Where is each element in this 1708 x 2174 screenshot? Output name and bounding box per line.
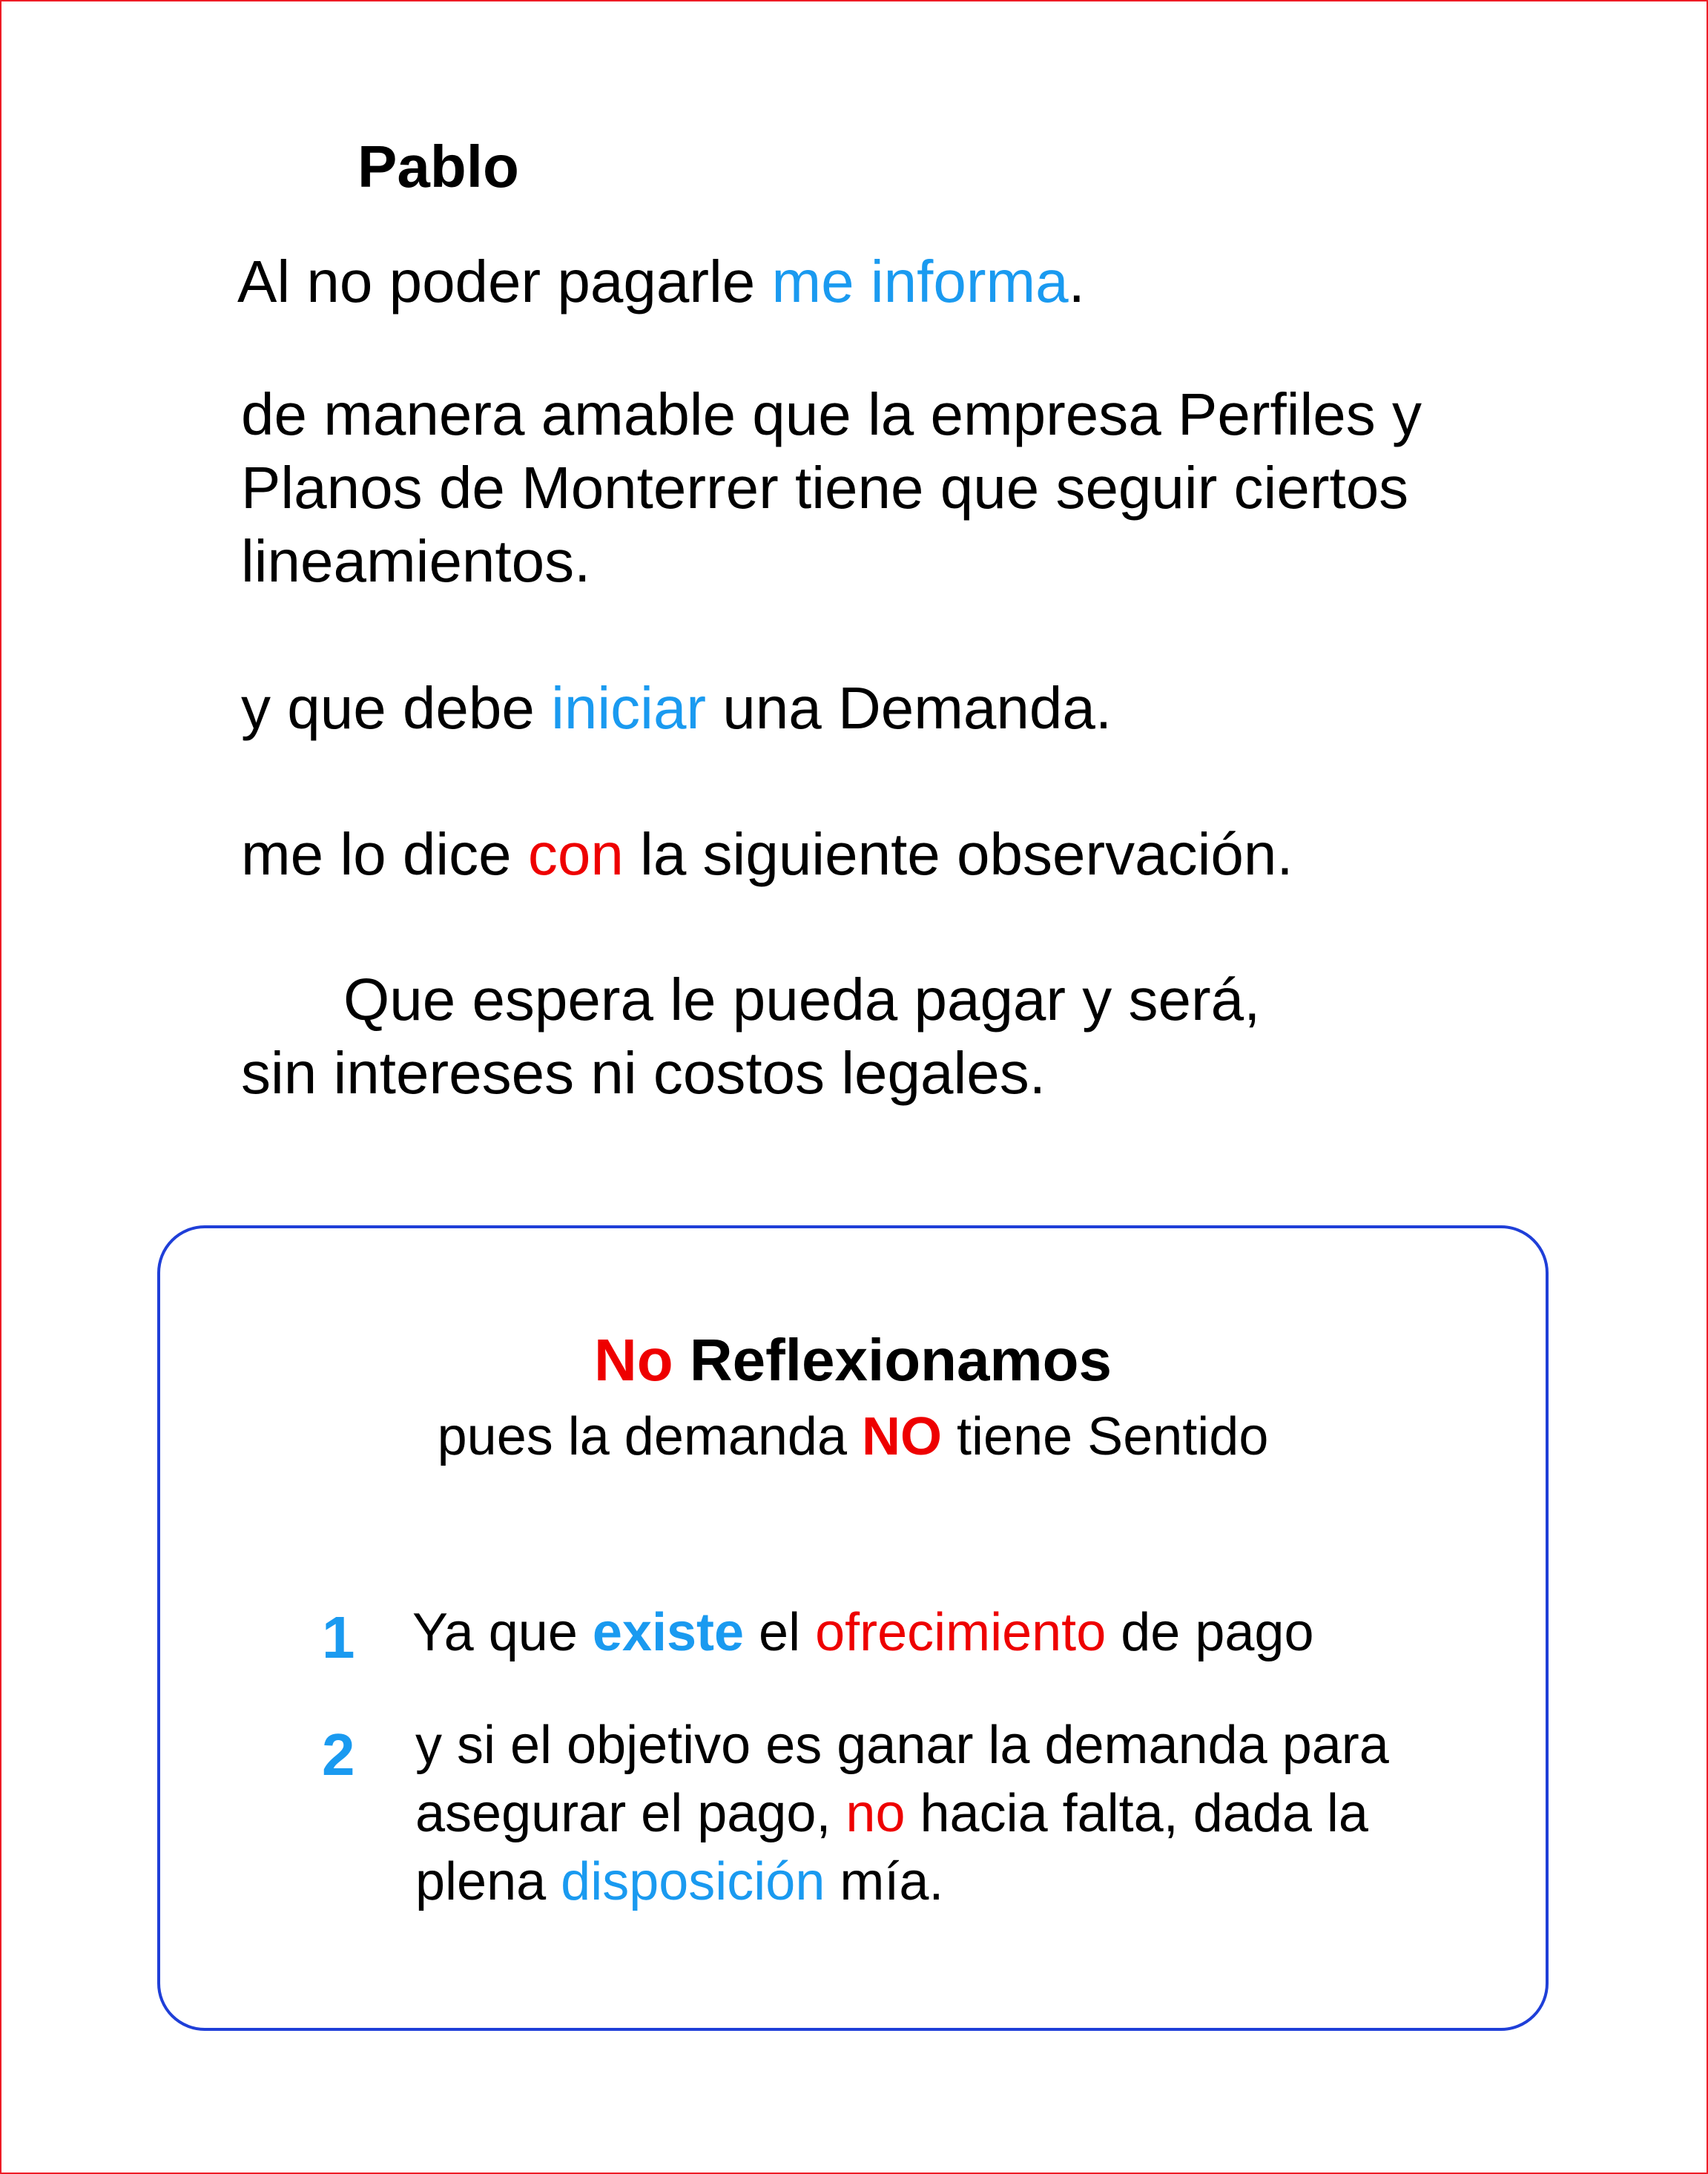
reflection-box — [157, 1225, 1549, 2031]
reflection-subheading-no: NO — [862, 1407, 943, 1466]
paragraph-lineamientos-line-2: Planos de Monterrer tiene que seguir ciertos — [241, 455, 1409, 521]
reflection-item-2-line-2 — [415, 1780, 1368, 1847]
paragraph-demanda-text-1: y que debe — [241, 675, 552, 741]
reflection-item-2-line-1: y si el objetivo es ganar la demanda para — [415, 1716, 1389, 1775]
reflection-heading — [160, 1323, 1546, 1397]
reflection-item-2-line-3-text-1: plena — [415, 1852, 561, 1911]
paragraph-observacion-text-2: la siguiente observación. — [623, 821, 1293, 887]
reflection-item-2-line-3 — [415, 1848, 943, 1915]
reflection-subheading — [160, 1403, 1546, 1470]
reflection-item-1-existe: existe — [592, 1603, 745, 1662]
reflection-item-2-disposicion: disposición — [561, 1852, 825, 1911]
item-number-1: 1 — [322, 1604, 355, 1670]
reflection-subheading-text-2: tiene Sentido — [942, 1407, 1269, 1466]
paragraph-demanda-text-2: una Demanda. — [706, 675, 1112, 741]
reflection-item-1-text-1: Ya que — [412, 1603, 593, 1662]
item-number-2: 2 — [322, 1722, 355, 1788]
reflection-heading-no: No — [594, 1327, 673, 1393]
paragraph-informa-highlight: me informa — [771, 248, 1069, 314]
page-title: Pablo — [357, 134, 519, 200]
reflection-item-2-line-2-text-1: asegurar el pago, — [415, 1784, 846, 1843]
paragraph-demanda-highlight: iniciar — [551, 675, 707, 741]
reflection-item-2-no: no — [845, 1784, 906, 1843]
paragraph-observacion-text-1: me lo dice — [241, 821, 528, 887]
reflection-item-1-text-3: de pago — [1106, 1603, 1314, 1662]
paragraph-informa — [237, 245, 1085, 319]
paragraph-demanda — [241, 671, 1112, 745]
reflection-item-2-line-2-text-2: hacia falta, dada la — [905, 1784, 1368, 1843]
paragraph-observacion-highlight: con — [527, 821, 624, 887]
reflection-item-2-line-3-text-2: mía. — [825, 1852, 944, 1911]
reflection-heading-text: Reflexionamos — [673, 1327, 1112, 1393]
reflection-item-1-ofrecimiento: ofrecimiento — [815, 1603, 1107, 1662]
paragraph-espera-line-2: sin intereses ni costos legales. — [241, 1040, 1046, 1106]
reflection-item-1 — [412, 1599, 1314, 1666]
paragraph-espera-line-1: Que espera le pueda pagar y será, — [343, 966, 1261, 1032]
paragraph-lineamientos-line-3: lineamientos. — [241, 528, 591, 594]
reflection-item-1-text-2: el — [744, 1603, 816, 1662]
paragraph-informa-text-2: . — [1068, 248, 1085, 314]
reflection-subheading-text-1: pues la demanda — [437, 1407, 863, 1466]
paragraph-observacion — [241, 817, 1293, 892]
paragraph-lineamientos-line-1: de manera amable que la empresa Perfiles y — [241, 381, 1422, 447]
paragraph-informa-text-1: Al no poder pagarle — [237, 248, 772, 314]
